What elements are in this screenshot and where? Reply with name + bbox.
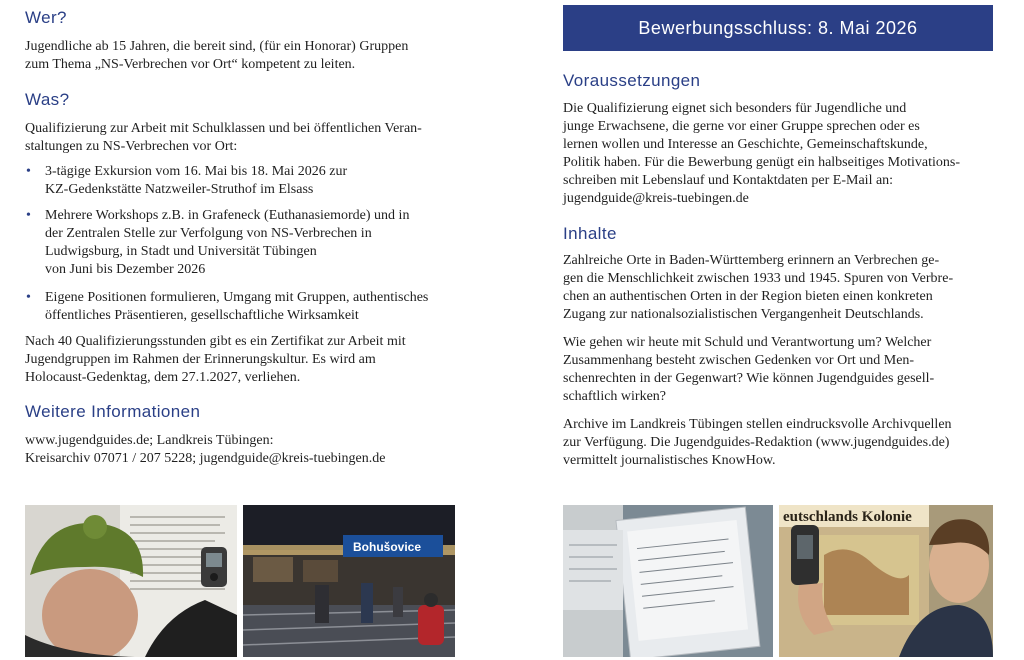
inhalte-line: Zugang zur nationalsozialistischen Vergangenheit Deutschlands. xyxy=(563,307,924,322)
heading-voraussetzungen: Voraussetzungen xyxy=(563,71,701,90)
photo-guide-with-camera xyxy=(779,505,993,657)
photo-archive-documents xyxy=(563,505,773,657)
voraussetzungen-line: Politik haben. Für die Bewerbung genügt ein halbseitiges Motivations- xyxy=(563,155,960,170)
list-item: • Mehrere Workshops z.B. in Grafeneck (Euthanasiemorde) und in der Zentralen Stelle zur Verfolgung von NS-Verbrechen in Ludwigsburg, in Stadt und Universität Tübingen von Juni bis Dezember 2026 xyxy=(25,207,465,279)
list-item: • 3-tägige Exkursion vom 16. Mai bis 18. Mai 2026 zur KZ-Gedenkstätte Natzweiler-Struthof im Elsass xyxy=(25,163,465,199)
inhalte-line: Zahlreiche Orte in Baden-Württemberg erinnern an Verbrechen ge- xyxy=(563,253,940,268)
certificate-line-1: Nach 40 Qualifizierungsstunden gibt es ein Zertifikat zur Arbeit mit xyxy=(25,334,406,349)
voraussetzungen-line: Die Qualifizierung eignet sich besonders für Jugendliche und xyxy=(563,101,907,116)
voraussetzungen-line: lernen wollen und Interesse an Geschichte, Gemeinschaftskunde, xyxy=(563,137,928,152)
contact-email: jugendguide@kreis-tuebingen.de xyxy=(563,191,749,206)
was-text-line-2: staltungen zu NS-Verbrechen vor Ort: xyxy=(25,139,238,154)
photo-guide-with-recorder xyxy=(25,505,237,657)
heading-wer: Wer? xyxy=(25,8,67,27)
info-line-2: Kreisarchiv 07071 / 207 5228; jugendguide@kreis-tuebingen.de xyxy=(25,451,386,466)
inhalte-line: Wie gehen wir heute mit Schuld und Verantwortung um? Welcher xyxy=(563,335,932,350)
heading-inhalte: Inhalte xyxy=(563,224,617,243)
heading-was: Was? xyxy=(25,90,70,109)
inhalte-line: schaftlich wirken? xyxy=(563,389,667,404)
inhalte-line: Archive im Landkreis Tübingen stellen eindrucksvolle Archivquellen xyxy=(563,417,952,432)
certificate-line-3: Holocaust-Gedenktag, dem 27.1.2027, verliehen. xyxy=(25,370,301,385)
inhalte-line: vermittelt journalistisches KnowHow. xyxy=(563,453,776,468)
inhalte-line: schenrechten in der Gegenwart? Wie können Jugendguides gesell- xyxy=(563,371,935,386)
inhalte-line: gen die Menschlichkeit zwischen 1933 und 1945. Spuren von Verbre- xyxy=(563,271,954,286)
inhalte-line: zur Verfügung. Die Jugendguides-Redaktion (www.jugendguides.de) xyxy=(563,435,950,450)
program-list xyxy=(25,163,465,333)
deadline-banner: Bewerbungsschluss: 8. Mai 2026 xyxy=(563,5,993,51)
poster-text: eutschlands Kolonie xyxy=(783,509,912,525)
info-line-1: www.jugendguides.de; Landkreis Tübingen: xyxy=(25,433,274,448)
voraussetzungen-line: schreiben mit Lebenslauf und Kontaktdaten per E-Mail an: xyxy=(563,173,894,188)
certificate-line-2: Jugendgruppen im Rahmen der Erinnerungskultur. Es wird am xyxy=(25,352,376,367)
inhalte-line: chen an authentischen Orten in der Region bieten einen konkreten xyxy=(563,289,933,304)
heading-weitere-informationen: Weitere Informationen xyxy=(25,402,201,421)
voraussetzungen-line: junge Erwachsene, die gerne vor einer Gruppe sprechen oder es xyxy=(563,119,920,134)
wer-text-line-1: Jugendliche ab 15 Jahren, die bereit sind, (für ein Honorar) Gruppen xyxy=(25,39,409,54)
list-item: • Eigene Positionen formulieren, Umgang mit Gruppen, authentisches öffentliches Präsentieren, gesellschaftliche Wirksamkeit xyxy=(25,289,465,325)
station-sign-text: Bohušovice xyxy=(353,540,422,554)
photo-train-station-night xyxy=(243,505,455,657)
inhalte-line: Zusammenhang besteht zwischen Gedenken vor Ort und Men- xyxy=(563,353,915,368)
wer-text-line-2: zum Thema „NS-Verbrechen vor Ort“ kompetent zu leiten. xyxy=(25,57,356,72)
was-text-line-1: Qualifizierung zur Arbeit mit Schulklassen und bei öffentlichen Veran- xyxy=(25,121,422,136)
